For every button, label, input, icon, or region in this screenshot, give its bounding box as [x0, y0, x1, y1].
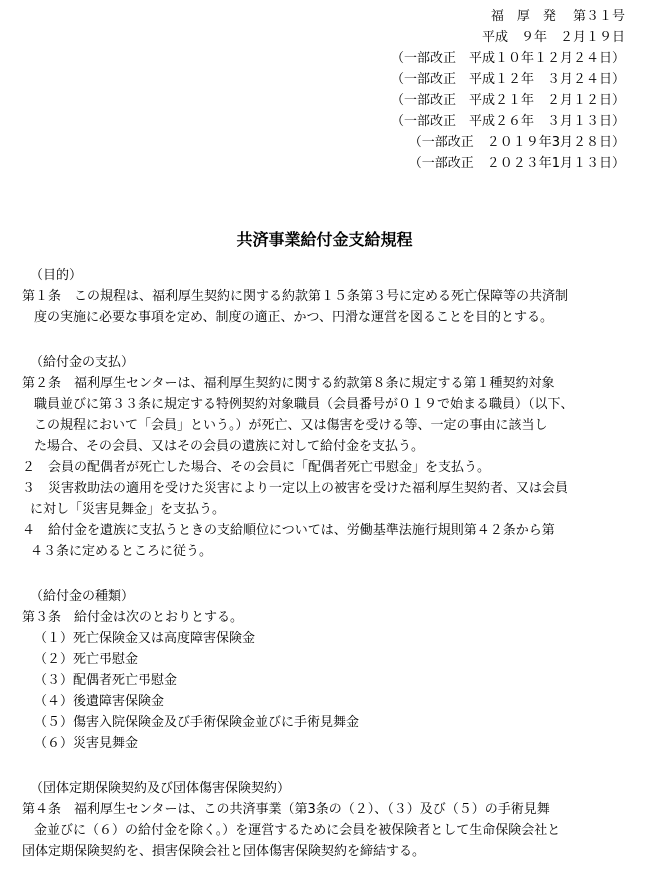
- article-4-line: 金並びに（６）の給付金を除く。）を運営するために会員を被保険者として生命保険会社と: [34, 823, 561, 838]
- article-4-line: 団体定期保険契約を、損害保険会社と団体傷害保険契約を締結する。: [22, 844, 426, 859]
- section-insurance-contracts: [22, 778, 634, 862]
- section-benefit-types: [22, 586, 634, 754]
- article-2-line: 第２条 福利厚生センターは、福利厚生契約に関する約款第８条に規定する第１種契約対象: [22, 376, 555, 391]
- list-item: （３）配偶者死亡弔慰金: [34, 673, 178, 688]
- article-2-paragraph-2: ２ 会員の配偶者が死亡した場合、その会員に「配偶者死亡弔慰金」を支払う。: [22, 460, 491, 475]
- article-1-line: 度の実施に必要な事項を定め、制度の適正、かつ、円滑な運営を図ることを目的とする。: [34, 310, 553, 325]
- document-title: 共済事業給付金支給規程: [236, 230, 413, 249]
- article-1-line: 第１条 この規程は、福利厚生契約に関する約款第１５条第３号に定める死亡保障等の共済制: [22, 289, 569, 304]
- section-caption: （給付金の支払）: [30, 355, 135, 370]
- list-item: （４）後遺障害保険金: [34, 694, 165, 709]
- section-caption: （目的）: [30, 268, 83, 283]
- article-2-paragraph-4: ４３条に定めるところに従う。: [30, 544, 213, 559]
- document-number: 福 厚 発 第３１号: [490, 9, 625, 24]
- article-2-paragraph-3: ３ 災害救助法の適用を受けた災害により一定以上の被害を受けた福利厚生契約者、又は会員: [22, 481, 569, 496]
- amendment-date: （一部改正 ２０２３年1月１３日）: [408, 156, 625, 171]
- amendment-date: （一部改正 平成１０年１２月２４日）: [390, 51, 625, 66]
- amendment-date: （一部改正 平成１２年 ３月２４日）: [390, 72, 625, 87]
- section-purpose: [22, 265, 634, 328]
- list-item: （６）災害見舞金: [34, 736, 139, 751]
- amendment-date: （一部改正 ２０１９年3月２８日）: [408, 135, 625, 150]
- list-item: （５）傷害入院保険金及び手術保険金並びに手術見舞金: [34, 715, 360, 730]
- article-4-line: 第４条 福利厚生センターは、この共済事業（第3条の（２）、（３）及び（５）の手術見舞: [22, 802, 550, 817]
- article-2-paragraph-4: ４ 給付金を遺族に支払うときの支給順位については、労働基準法施行規則第４２条から第: [22, 523, 555, 538]
- document-body: [22, 265, 634, 886]
- section-caption: （団体定期保険契約及び団体傷害保険契約）: [30, 781, 291, 796]
- article-2-paragraph-3: に対し「災害見舞金」を支払う。: [30, 502, 226, 517]
- list-item: （２）死亡弔慰金: [34, 652, 139, 667]
- section-caption: （給付金の種類）: [30, 589, 135, 604]
- amendment-date: （一部改正 平成２１年 ２月１２日）: [390, 93, 625, 108]
- issue-date: 平成 ９年 ２月１９日: [481, 30, 625, 45]
- article-2-line: た場合、その会員、又はその会員の遺族に対して給付金を支払う。: [34, 439, 425, 454]
- section-payment: [22, 352, 634, 562]
- article-3-line: 第３条 給付金は次のとおりとする。: [22, 610, 244, 625]
- article-2-line: 職員並びに第３３条に規定する特例契約対象職員（会員番号が０１９で始まる職員）（以下、: [34, 397, 574, 412]
- list-item: （１）死亡保険金又は高度障害保険金: [34, 631, 256, 646]
- document-header: [391, 6, 625, 174]
- article-2-line: この規程において「会員」という。）が死亡、又は傷害を受ける等、一定の事由に該当し: [34, 418, 548, 433]
- amendment-date: （一部改正 平成２６年 ３月１３日）: [390, 114, 625, 129]
